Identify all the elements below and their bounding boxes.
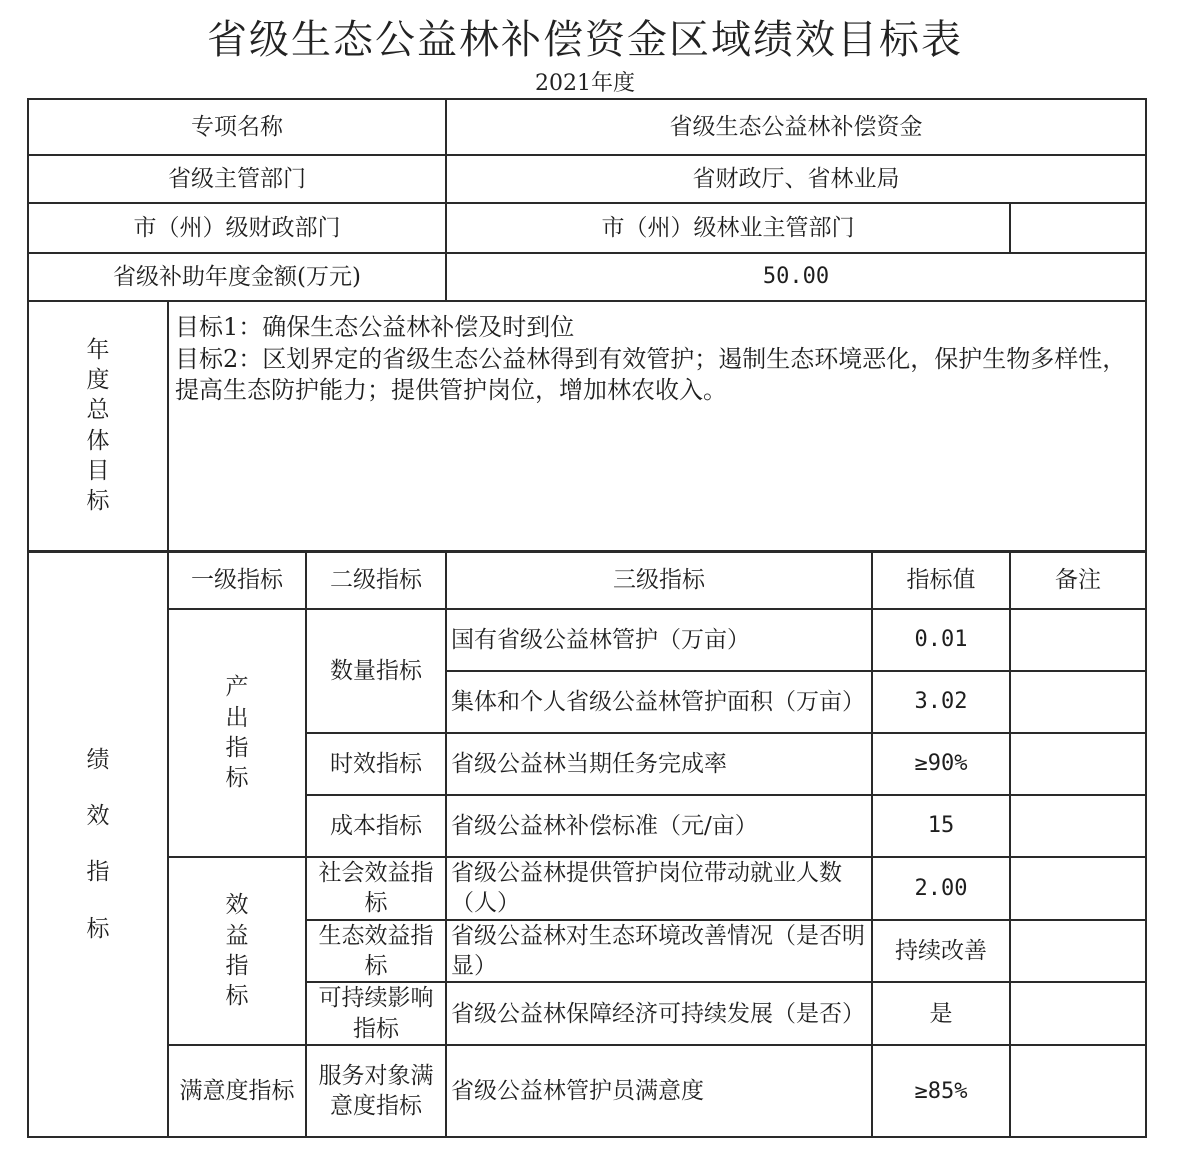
city-forestry-label: 市（州）级林业主管部门 (446, 203, 1010, 253)
table-row (28, 1045, 1146, 1137)
goal-1-text: 目标1：确保生态公益林补偿及时到位 (175, 313, 575, 341)
performance-target-table (27, 98, 1147, 1138)
level2-social: 社会效益指标 (306, 857, 446, 920)
header-value: 指标值 (872, 551, 1010, 609)
value-cell: ≥85% (872, 1045, 1010, 1137)
group-output: 产 出 指 标 (168, 609, 306, 857)
indicator-cell: 省级公益林对生态环境改善情况（是否明显） (446, 920, 872, 983)
dept-row (28, 155, 1146, 203)
city-finance-label: 市（州）级财政部门 (28, 203, 446, 253)
header-level3: 三级指标 (446, 551, 872, 609)
indicator-cell: 省级公益林补偿标准（元/亩） (446, 795, 872, 857)
indicator-cell: 省级公益林提供管护岗位带动就业人数（人） (446, 857, 872, 920)
goals-label: 年 度 总 体 目 标 (28, 301, 168, 551)
table-row (28, 609, 1146, 671)
value-cell: 15 (872, 795, 1010, 857)
amount-label: 省级补助年度金额(万元) (28, 253, 446, 301)
remark-cell (1010, 795, 1146, 857)
level2-quantity: 数量指标 (306, 609, 446, 733)
remark-cell (1010, 733, 1146, 795)
project-name-label: 专项名称 (28, 99, 446, 155)
level2-cost: 成本指标 (306, 795, 446, 857)
city-forestry-value (1010, 203, 1146, 253)
goal-2-text: 目标2：区划界定的省级生态公益林得到有效管护；遏制生态环境恶化，保护生物多样性，提高生态防护能力；提供管护岗位，增加林农收入。 (175, 344, 1127, 405)
indicator-cell: 省级公益林当期任务完成率 (446, 733, 872, 795)
amount-value: 50.00 (446, 253, 1146, 301)
value-cell: 持续改善 (872, 920, 1010, 983)
city-dept-row (28, 203, 1146, 253)
goals-row (28, 301, 1146, 551)
project-name-value: 省级生态公益林补偿资金 (446, 99, 1146, 155)
remark-cell (1010, 857, 1146, 920)
header-level2: 二级指标 (306, 551, 446, 609)
indicator-header-row (28, 551, 1146, 609)
value-cell: 0.01 (872, 609, 1010, 671)
value-cell: 2.00 (872, 857, 1010, 920)
remark-cell (1010, 609, 1146, 671)
remark-cell (1010, 982, 1146, 1045)
level2-timeliness: 时效指标 (306, 733, 446, 795)
indicator-cell: 集体和个人省级公益林管护面积（万亩） (446, 671, 872, 733)
value-cell: ≥90% (872, 733, 1010, 795)
page-title: 省级生态公益林补偿资金区域绩效目标表 (207, 17, 963, 63)
value-cell: 3.02 (872, 671, 1010, 733)
table-row (28, 857, 1146, 920)
indicator-cell: 省级公益林保障经济可持续发展（是否） (446, 982, 872, 1045)
remark-cell (1010, 920, 1146, 983)
group-satisfaction: 满意度指标 (168, 1045, 306, 1137)
remark-cell (1010, 1045, 1146, 1137)
level2-sustainable: 可持续影响指标 (306, 982, 446, 1045)
group-benefit: 效 益 指 标 (168, 857, 306, 1045)
goals-content (168, 301, 1146, 551)
header-remark: 备注 (1010, 551, 1146, 609)
dept-value: 省财政厅、省林业局 (446, 155, 1146, 203)
amount-row (28, 253, 1146, 301)
performance-label: 绩 效 指 标 (28, 551, 168, 1137)
level2-service: 服务对象满意度指标 (306, 1045, 446, 1137)
indicator-cell: 国有省级公益林管护（万亩） (446, 609, 872, 671)
year-label: 2021年度 (535, 71, 635, 96)
indicator-cell: 省级公益林管护员满意度 (446, 1045, 872, 1137)
project-name-row (28, 99, 1146, 155)
remark-cell (1010, 671, 1146, 733)
dept-label: 省级主管部门 (28, 155, 446, 203)
level2-ecological: 生态效益指标 (306, 920, 446, 983)
header-level1: 一级指标 (168, 551, 306, 609)
value-cell: 是 (872, 982, 1010, 1045)
